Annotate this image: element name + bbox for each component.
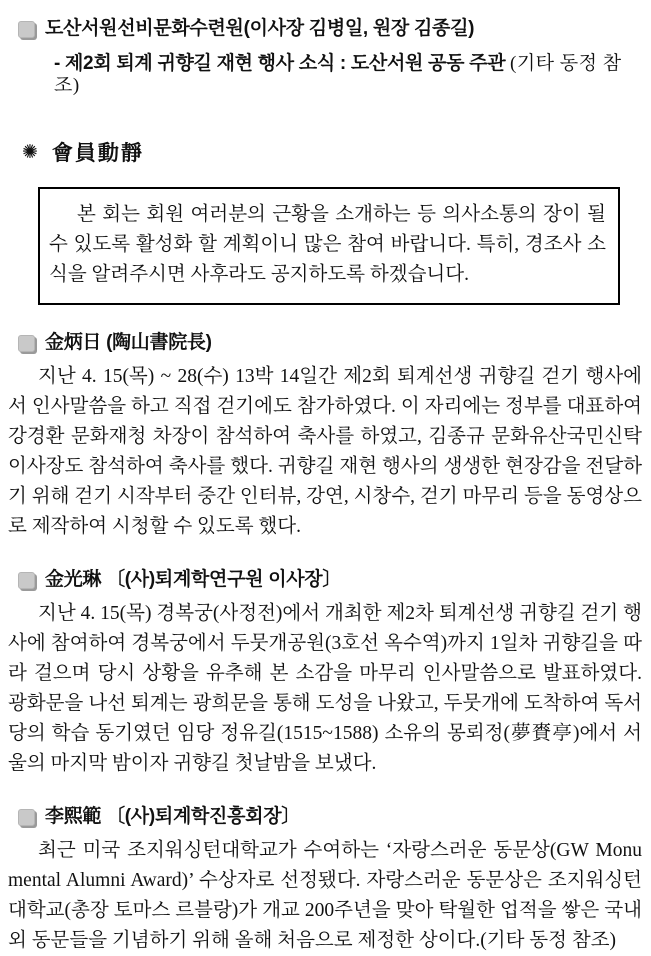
entry-name: 金炳日 (陶山書院長) (45, 332, 212, 353)
entry-name: 金光琳 〔(사)퇴계학연구원 이사장〕 (45, 569, 342, 590)
member-news-heading (22, 137, 642, 167)
square-bullet-icon (18, 335, 35, 352)
notice-subline-text: - 제2회 퇴계 귀향길 재현 행사 소식 : 도산서원 공동 주관 (54, 53, 506, 74)
intro-text: 본 회는 회원 여러분의 근황을 소개하는 등 의사소통의 장이 될 수 있도록 활성화 할 계획이니 많은 참여 바랍니다. 특히, 경조사 소식을 알려주시면 사후라도 공지하도록 하겠습니다. (49, 204, 606, 285)
member-news-title: 會員動靜 (51, 142, 144, 165)
sunburst-icon: ✺ (22, 141, 38, 163)
entry-header (8, 806, 642, 828)
entry-name: 李熙範 〔(사)퇴계학진흥회장〕 (45, 806, 300, 827)
entry-kim-gwang-rim (8, 569, 642, 779)
notice-title: 도산서원선비문화수련원(이사장 김병일, 원장 김종길) (45, 18, 475, 39)
entry-body: 최근 미국 조지워싱턴대학교가 수여하는 ‘자랑스러운 동문상(GW Monumental Alumni Award)’ 수상자로 선정됐다. 자랑스러운 동문상은 조지워싱턴대학교(총장 토마스 르블랑)가 개교 200주년을 맞아 탁월한 업적을 쌓은 국내외 동문들을 기념하기 위해 올해 처음으로 제정한 상이다.(기타 동정 참조) (8, 840, 642, 951)
notice-subline-note: (기타 동정 참조) (54, 53, 622, 96)
intro-box (38, 187, 620, 305)
square-bullet-icon (18, 809, 35, 826)
entry-lee-hui-beom (8, 806, 642, 956)
notice-section (8, 18, 642, 97)
notice-title-row (8, 18, 642, 40)
square-bullet-icon (18, 21, 35, 38)
entry-kim-byeong-il (8, 332, 642, 542)
entry-body: 지난 4. 15(목) ~ 28(수) 13박 14일간 제2회 퇴계선생 귀향길 걷기 행사에서 인사말씀을 하고 직접 걷기에도 참가하였다. 이 자리에는 정부를 대표하여 강경환 문화재청 차장이 참석하여 축사를 하였고, 김종규 문화유산국민신탁 이사장도 참석하여 축사를 했다. 귀향길 재현 행사의 생생한 현장감을 전달하기 위해 걷기 시작부터 중간 인터뷰, 강연, 시창수, 걷기 마무리 등을 동영상으로 제작하여 시청할 수 있도록 했다. (8, 366, 642, 537)
entry-header (8, 569, 642, 591)
entry-header (8, 332, 642, 354)
entry-body: 지난 4. 15(목) 경복궁(사정전)에서 개최한 제2차 퇴계선생 귀향길 걷기 행사에 참여하여 경복궁에서 두뭇개공원(3호선 옥수역)까지 1일차 귀향길을 따라 걸으며 당시 상황을 유추해 본 소감을 마무리 인사말씀으로 발표하였다. 광화문을 나선 퇴계는 광희문을 통해 도성을 나왔고, 두뭇개에 도착하여 독서당의 학습 동기였던 임당 정유길(1515~1588) 소유의 몽뢰정(夢賚亭)에서 서울의 마지막 밤이자 귀향길 첫날밤을 보냈다. (8, 603, 642, 774)
notice-subline (54, 53, 642, 97)
square-bullet-icon (18, 572, 35, 589)
